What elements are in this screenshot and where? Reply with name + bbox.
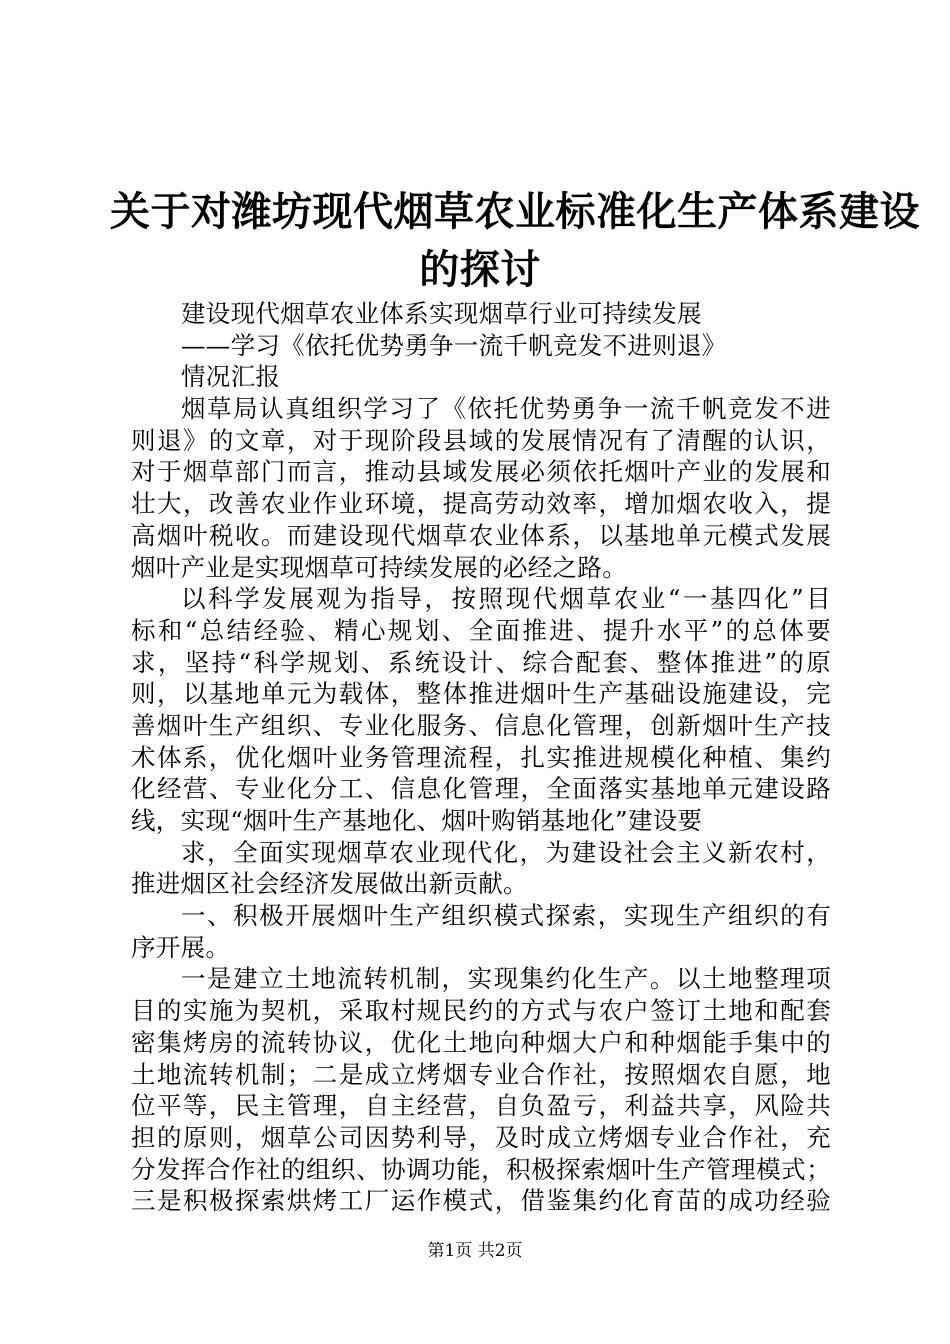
subtitle-line: 建设现代烟草农业体系实现烟草行业可持续发展 (181, 299, 702, 328)
paragraph-line: 术体系，优化烟叶业务管理流程，扎实推进规模化种植、集约 (131, 742, 831, 772)
document-title-line-1: 关于对潍坊现代烟草农业标准化生产体系建设 (110, 188, 920, 235)
paragraph-line: 分发挥合作社的组织、协调功能，积极探索烟叶生产管理模式； (131, 1154, 831, 1184)
paragraph-line: 对于烟草部门而言，推动县域发展必须依托烟叶产业的发展和 (131, 457, 831, 487)
paragraph-line: 壮大，改善农业作业环境，提高劳动效率，增加烟农收入，提 (131, 489, 831, 519)
paragraph-line: 高烟叶税收。而建设现代烟草农业体系，以基地单元模式发展 (131, 520, 831, 550)
paragraph-line: 推进烟区社会经济发展做出新贡献。 (131, 869, 528, 899)
paragraph-line: 则退》的文章，对于现阶段县域的发展情况有了清醒的认识， (131, 425, 831, 455)
paragraph-line: 烟草局认真组织学习了《依托优势勇争一流千帆竞发不进 (181, 394, 831, 424)
paragraph-line: 求，全面实现烟草农业现代化，为建设社会主义新农村， (181, 837, 831, 867)
paragraph-line: 位平等，民主管理，自主经营，自负盈亏，利益共享，风险共 (131, 1091, 831, 1121)
document-body (131, 298, 831, 1217)
paragraph-line: 一是建立土地流转机制，实现集约化生产。以土地整理项 (181, 964, 831, 994)
paragraph-line: 化经营、专业化分工、信息化管理，全面落实基地单元建设路 (131, 774, 831, 804)
paragraph-line: 善烟叶生产组织、专业化服务、信息化管理，创新烟叶生产技 (131, 710, 831, 740)
paragraph-line: 担的原则，烟草公司因势利导，及时成立烤烟专业合作社，充 (131, 1122, 831, 1152)
paragraph-line: 线，实现“烟叶生产基地化、烟叶购销基地化”建设要 (131, 806, 703, 835)
paragraph-line: 则，以基地单元为载体，整体推进烟叶生产基础设施建设，完 (131, 679, 831, 709)
subtitle-line: ——学习《依托优势勇争一流千帆竞发不进则退》 (181, 330, 727, 360)
paragraph-line: 三是积极探索烘烤工厂运作模式，借鉴集约化育苗的成功经验 (131, 1186, 831, 1216)
paragraph-line: 标和“总结经验、精心规划、全面推进、提升水平”的总体要 (131, 615, 831, 645)
document-title-line-2: 的探讨 (419, 246, 541, 293)
page-number-footer: 第1页 共2页 (427, 1241, 523, 1261)
paragraph-line: 目的实施为契机，采取村规民约的方式与农户签订土地和配套 (131, 996, 831, 1026)
subtitle-line: 情况汇报 (181, 362, 281, 392)
section-heading-line: 序开展。 (131, 932, 231, 962)
paragraph-line: 密集烤房的流转协议，优化土地向种烟大户和种烟能手集中的 (131, 1027, 831, 1057)
section-heading-line: 一、积极开展烟叶生产组织模式探索，实现生产组织的有 (181, 901, 831, 931)
paragraph-line: 以科学发展观为指导，按照现代烟草农业“一基四化”目 (181, 584, 831, 614)
paragraph-line: 求，坚持“科学规划、系统设计、综合配套、整体推进”的原 (131, 647, 831, 677)
paragraph-line: 土地流转机制；二是成立烤烟专业合作社，按照烟农自愿，地 (131, 1059, 831, 1089)
paragraph-line: 烟叶产业是实现烟草可持续发展的必经之路。 (131, 552, 627, 582)
